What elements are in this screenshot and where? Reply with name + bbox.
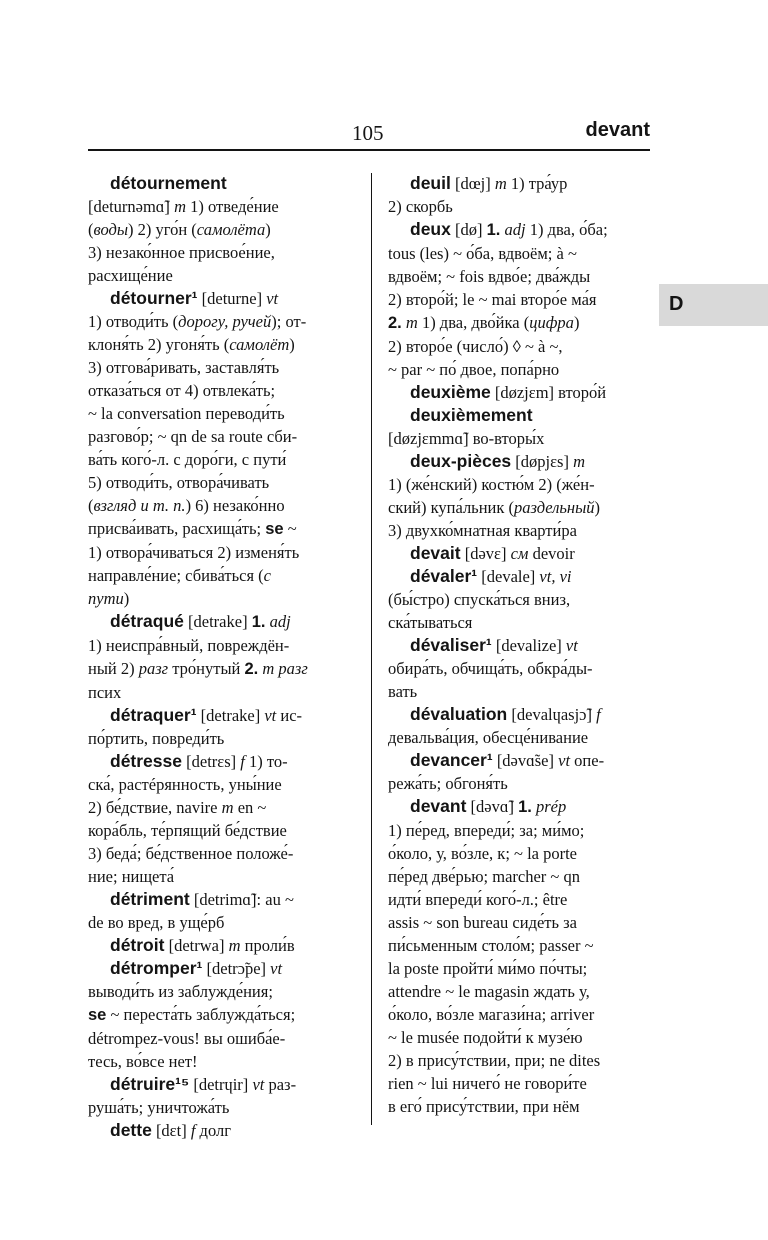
text-run: цифра xyxy=(529,313,574,332)
text-line xyxy=(88,657,360,681)
text-run: ) xyxy=(594,498,601,517)
text-run: 2) бе́дствие, navire xyxy=(88,798,222,817)
text-line xyxy=(388,1095,650,1118)
text-run: [detrake] xyxy=(183,612,252,631)
text-line xyxy=(388,1049,650,1072)
text-run: (бы́стро) спуска́ться вниз, xyxy=(388,590,571,609)
text-line xyxy=(388,1003,650,1026)
text-line xyxy=(88,773,360,796)
text-run: vt, vi xyxy=(539,567,572,586)
text-run: о́коло, у, во́зле, к; ~ la porte xyxy=(388,844,578,863)
text-line xyxy=(388,265,650,288)
text-run: 1) два, дво́йка ( xyxy=(417,313,530,332)
text-line xyxy=(388,819,650,842)
text-run: ска́тываться xyxy=(388,613,473,632)
entry-headword-line xyxy=(88,957,360,980)
text-run: проли́в xyxy=(240,936,295,955)
text-run: 2. xyxy=(388,314,402,332)
entry-headword-line xyxy=(88,287,360,310)
headword: deuil xyxy=(410,173,451,193)
text-run: adj xyxy=(269,612,291,631)
text-run: направле́ние; сбива́ться ( xyxy=(88,566,264,585)
header-rule xyxy=(88,149,650,151)
text-run: la poste пройти́ ми́мо по́чты; xyxy=(388,959,588,978)
text-run: пи́сьменным столо́м; passer ~ xyxy=(388,936,594,955)
text-run: псих xyxy=(88,683,122,702)
text-run: отказа́ться от 4) отвлека́ть; xyxy=(88,381,276,400)
text-line xyxy=(88,911,360,934)
text-run: [deturnəmɑ̃] xyxy=(88,197,175,216)
text-run: режа́ть; обгоня́ть xyxy=(388,774,508,793)
text-run: [detrake] xyxy=(196,706,265,725)
text-run: adj xyxy=(504,220,526,239)
text-line xyxy=(88,494,360,517)
text-run: [detrɛs] xyxy=(182,752,241,771)
text-run: воды xyxy=(93,220,128,239)
text-run: раздельный xyxy=(514,498,595,517)
text-run: 2) второ́е (число́) ◊ ~ à ~, xyxy=(388,337,563,356)
headword: deux-pièces xyxy=(410,451,512,471)
text-run: m xyxy=(405,313,418,332)
text-line xyxy=(88,1027,360,1050)
text-run: ); от- xyxy=(271,312,307,331)
text-run: m xyxy=(174,197,186,216)
text-line xyxy=(88,379,360,402)
text-run: дорогу, ручей xyxy=(178,312,272,331)
text-run: 1) тра́ур xyxy=(506,174,568,193)
page-number: 105 xyxy=(352,121,384,145)
text-line xyxy=(88,517,360,541)
text-line xyxy=(388,335,650,358)
text-run: de во вред, в уще́рб xyxy=(88,913,225,932)
letter-tab xyxy=(659,284,768,326)
text-run: 1) пе́ред, впереди́; за; ми́мо; xyxy=(388,821,585,840)
text-line xyxy=(388,911,650,934)
text-run: см xyxy=(510,544,529,563)
text-run: пе́ред две́рью; marcher ~ qn xyxy=(388,867,580,886)
headword: deux xyxy=(410,219,451,239)
entry-headword-line xyxy=(88,610,360,634)
text-run: обира́ть, обчища́ть, обкра́ды- xyxy=(388,659,593,678)
text-run: ) xyxy=(123,589,130,608)
text-line xyxy=(388,311,650,335)
text-run: 1) отводи́ть ( xyxy=(88,312,179,331)
text-run: ский) купа́льник ( xyxy=(388,498,515,517)
text-run: f xyxy=(240,752,245,771)
text-run: m xyxy=(221,798,234,817)
text-run: ние; нищета́ xyxy=(88,867,175,886)
text-run: ~ le musée подойти́ к музе́ю xyxy=(388,1028,583,1047)
guide-word: devant xyxy=(585,119,650,141)
text-run: самолёта xyxy=(196,220,266,239)
text-run: m xyxy=(573,452,586,471)
text-run: f xyxy=(596,705,601,724)
text-line xyxy=(88,865,360,888)
text-line xyxy=(388,865,650,888)
text-line xyxy=(388,680,650,703)
text-line xyxy=(388,772,650,795)
text-run: ) xyxy=(289,335,295,354)
text-run: взгляд и т. п. xyxy=(93,496,186,515)
text-run: vt xyxy=(558,751,571,770)
text-run: самолёт xyxy=(229,335,290,354)
text-line xyxy=(88,564,360,587)
headword: détresse xyxy=(110,751,182,771)
text-run: кора́бль, те́рпящий бе́дствие xyxy=(88,821,287,840)
text-run: идти́ впереди́ кого́-л.; être xyxy=(388,890,568,909)
text-run: руша́ть; уничтожа́ть xyxy=(88,1098,230,1117)
text-run: долг xyxy=(195,1121,231,1140)
text-run: 3) незако́нное присвое́ние, xyxy=(88,243,275,262)
entry-headword-line xyxy=(88,888,360,911)
headword: dette xyxy=(110,1120,152,1140)
headword: devancer¹ xyxy=(410,750,493,770)
text-run: разг xyxy=(138,659,169,678)
left-column xyxy=(88,172,360,1142)
text-line xyxy=(88,195,360,218)
text-line xyxy=(388,888,650,911)
text-run: se xyxy=(88,1006,107,1024)
text-run: ~ la conversation переводи́ть xyxy=(88,404,285,423)
text-run: [døzjɛm] второ́й xyxy=(490,383,607,402)
text-run: [dø] xyxy=(450,220,487,239)
text-run: в его́ прису́тствии, при нём xyxy=(388,1097,580,1116)
text-line xyxy=(388,288,650,311)
text-run: опе- xyxy=(570,751,605,770)
text-line xyxy=(388,473,650,496)
text-run: присва́ивать, расхища́ть; xyxy=(88,519,266,538)
text-run: vt xyxy=(266,289,279,308)
text-line xyxy=(88,796,360,819)
text-run: ) 2) уго́н ( xyxy=(128,220,197,239)
text-run: 1) (же́нский) костю́м 2) (же́н- xyxy=(388,475,595,494)
text-run: m xyxy=(494,174,507,193)
text-run: раз- xyxy=(264,1075,297,1094)
text-line xyxy=(88,310,360,333)
text-line xyxy=(88,448,360,471)
text-line xyxy=(88,1003,360,1027)
headword: dévaluation xyxy=(410,704,508,724)
text-run: о́коло, во́зле магази́на; arriver xyxy=(388,1005,595,1024)
entry-headword-line xyxy=(388,749,650,772)
text-run: 1. xyxy=(518,798,532,816)
text-line xyxy=(388,588,650,611)
text-run: [devalɥasjɔ̃] xyxy=(507,705,597,724)
headword: deuxième xyxy=(410,382,491,402)
entry-headword-line xyxy=(388,634,650,657)
entry-headword-line xyxy=(388,565,650,588)
text-run: [døzjɛmmɑ̃] во-вторы́х xyxy=(388,429,545,448)
text-run: tous (les) ~ о́ба, вдвоём; à ~ xyxy=(388,244,577,263)
text-run: [detrwa] xyxy=(164,936,229,955)
text-run: ~ переста́ть заблужда́ться; xyxy=(106,1005,296,1024)
text-run: m xyxy=(228,936,241,955)
text-run: девальва́ция, обесце́нивание xyxy=(388,728,589,747)
text-run: ис- xyxy=(276,706,303,725)
text-run: 2) скорбь xyxy=(388,197,453,216)
text-run: prép xyxy=(536,797,567,816)
text-run: тесь, во́все нет! xyxy=(88,1052,198,1071)
headword: détraquer¹ xyxy=(110,705,197,725)
text-line xyxy=(88,241,360,264)
text-run: ва́ть кого́-л. с доро́ги, с пути́ xyxy=(88,450,287,469)
text-run: m разг xyxy=(262,659,308,678)
text-run: с xyxy=(263,566,271,585)
text-line xyxy=(88,1096,360,1119)
text-run: [dəvɑ̃se] xyxy=(492,751,559,770)
entry-headword-line xyxy=(88,1073,360,1096)
text-run: [detrimɑ̃]: au ~ xyxy=(189,890,294,909)
text-line xyxy=(88,819,360,842)
text-run: 2) второ́й; le ~ mai второ́е ма́я xyxy=(388,290,597,309)
text-run: тро́нутый xyxy=(168,659,245,678)
text-run: [dɛt] xyxy=(151,1121,191,1140)
text-line xyxy=(388,242,650,265)
text-run: ~ par ~ по́ двое, попа́рно xyxy=(388,360,560,379)
entry-headword-line xyxy=(388,218,650,242)
text-line xyxy=(88,471,360,494)
text-run: 1) два, о́ба; xyxy=(525,220,608,239)
headword: devait xyxy=(410,543,461,563)
text-run: [dəvɛ] xyxy=(460,544,511,563)
text-run: ) xyxy=(265,220,271,239)
text-run: se xyxy=(265,520,284,538)
text-line xyxy=(388,496,650,519)
text-line xyxy=(88,218,360,241)
text-run: [detrɔ̃pe] xyxy=(202,959,271,978)
text-run: [devale] xyxy=(477,567,540,586)
headword: dévaler¹ xyxy=(410,566,478,586)
headword: devant xyxy=(410,796,467,816)
text-run: 1) отведе́ние xyxy=(185,197,279,216)
entry-headword-line xyxy=(388,703,650,726)
text-line xyxy=(88,980,360,1003)
text-run: vt xyxy=(252,1075,265,1094)
text-run: вдвоём; ~ fois вдво́е; два́жды xyxy=(388,267,591,286)
text-run: vt xyxy=(565,636,578,655)
headword: détruire¹⁵ xyxy=(110,1074,190,1094)
text-run: 2) в прису́тствии, при; ne dites xyxy=(388,1051,601,1070)
text-run: vt xyxy=(264,706,277,725)
entry-headword-line xyxy=(388,795,650,819)
text-run: расхище́ние xyxy=(88,266,173,285)
text-run: 1) то- xyxy=(244,752,288,771)
text-run: 3) отгова́ривать, заставля́ть xyxy=(88,358,280,377)
text-line xyxy=(88,842,360,865)
entry-headword-line xyxy=(88,750,360,773)
text-run: ( xyxy=(88,220,94,239)
text-run: 3) беда́; бе́дственное положе́- xyxy=(88,844,294,863)
headword: détraqué xyxy=(110,611,184,631)
text-run: détrompez-vous! вы ошиба́е- xyxy=(88,1029,286,1048)
text-line xyxy=(388,957,650,980)
text-run: ) xyxy=(573,313,580,332)
text-run: [deturne] xyxy=(197,289,267,308)
text-run: вать xyxy=(388,682,418,701)
text-run: пути xyxy=(88,589,124,608)
text-line xyxy=(88,1050,360,1073)
text-run: 1. xyxy=(251,613,266,631)
text-line xyxy=(88,587,360,610)
text-run: vt xyxy=(270,959,283,978)
text-run: assis ~ son bureau сиде́ть за xyxy=(388,913,577,932)
right-column xyxy=(388,172,650,1118)
entry-headword-line xyxy=(88,1119,360,1142)
text-line xyxy=(88,333,360,356)
text-run: [dəvɑ̃] xyxy=(466,797,519,816)
text-line xyxy=(88,727,360,750)
entry-headword-line xyxy=(388,450,650,473)
text-run: [devalize] xyxy=(491,636,566,655)
text-line xyxy=(388,195,650,218)
text-line xyxy=(388,842,650,865)
text-line xyxy=(388,980,650,1003)
text-line xyxy=(88,402,360,425)
text-line xyxy=(388,427,650,450)
column-divider xyxy=(371,173,372,1125)
text-run: ~ xyxy=(283,519,297,538)
headword: deuxièmement xyxy=(410,405,533,425)
text-line xyxy=(388,657,650,680)
text-run: attendre ~ le magasin ждать у, xyxy=(388,982,590,1001)
text-line xyxy=(88,541,360,564)
headword: détourner¹ xyxy=(110,288,198,308)
text-line xyxy=(88,425,360,448)
text-run: ска́, растéрянность, уны́ние xyxy=(88,775,282,794)
text-run: [detrɥir] xyxy=(189,1075,253,1094)
entry-headword-line xyxy=(88,704,360,727)
text-run: выводи́ть из заблужде́ния; xyxy=(88,982,273,1001)
text-run: 2. xyxy=(244,660,259,678)
text-run: ) 6) незако́нно xyxy=(185,496,285,515)
entry-headword-line xyxy=(388,381,650,404)
text-run: [døpjɛs] xyxy=(511,452,574,471)
headword: détromper¹ xyxy=(110,958,203,978)
text-run: f xyxy=(190,1121,196,1140)
text-run: en ~ xyxy=(233,798,267,817)
text-line xyxy=(388,358,650,381)
headword: dévaliser¹ xyxy=(410,635,492,655)
text-run: 1) отвора́чиваться 2) изменя́ть xyxy=(88,543,300,562)
entry-headword-line xyxy=(388,172,650,195)
text-line xyxy=(388,1072,650,1095)
text-run: 1. xyxy=(486,221,501,239)
text-run: 1) неиспра́вный, повреждён- xyxy=(88,636,290,655)
text-line xyxy=(88,356,360,379)
text-run: 3) двухко́мнатная кварти́ра xyxy=(388,521,577,540)
text-line xyxy=(88,264,360,287)
letter-tab-label: D xyxy=(669,293,684,315)
text-run: клоня́ть 2) угоня́ть ( xyxy=(88,335,230,354)
text-run: ( xyxy=(88,496,94,515)
text-line xyxy=(388,1026,650,1049)
text-run: ный 2) xyxy=(88,659,139,678)
text-run: devoir xyxy=(528,544,575,563)
text-run: разгово́р; ~ qn de sa route сби- xyxy=(88,427,298,446)
headword: détroit xyxy=(110,935,165,955)
text-line xyxy=(388,934,650,957)
entry-headword-line xyxy=(388,542,650,565)
entry-headword-line xyxy=(388,404,650,427)
text-run: по́ртить, повреди́ть xyxy=(88,729,225,748)
entry-headword-line xyxy=(88,172,360,195)
text-line xyxy=(88,681,360,704)
text-run: rien ~ lui ничего́ не говори́те xyxy=(388,1074,587,1093)
text-line xyxy=(388,726,650,749)
headword: détriment xyxy=(110,889,190,909)
text-line xyxy=(388,611,650,634)
entry-headword-line xyxy=(88,934,360,957)
headword: détournement xyxy=(110,173,227,193)
text-line xyxy=(88,634,360,657)
text-line xyxy=(388,519,650,542)
text-run: 5) отводи́ть, отвора́чивать xyxy=(88,473,270,492)
text-run: [dœj] xyxy=(450,174,495,193)
